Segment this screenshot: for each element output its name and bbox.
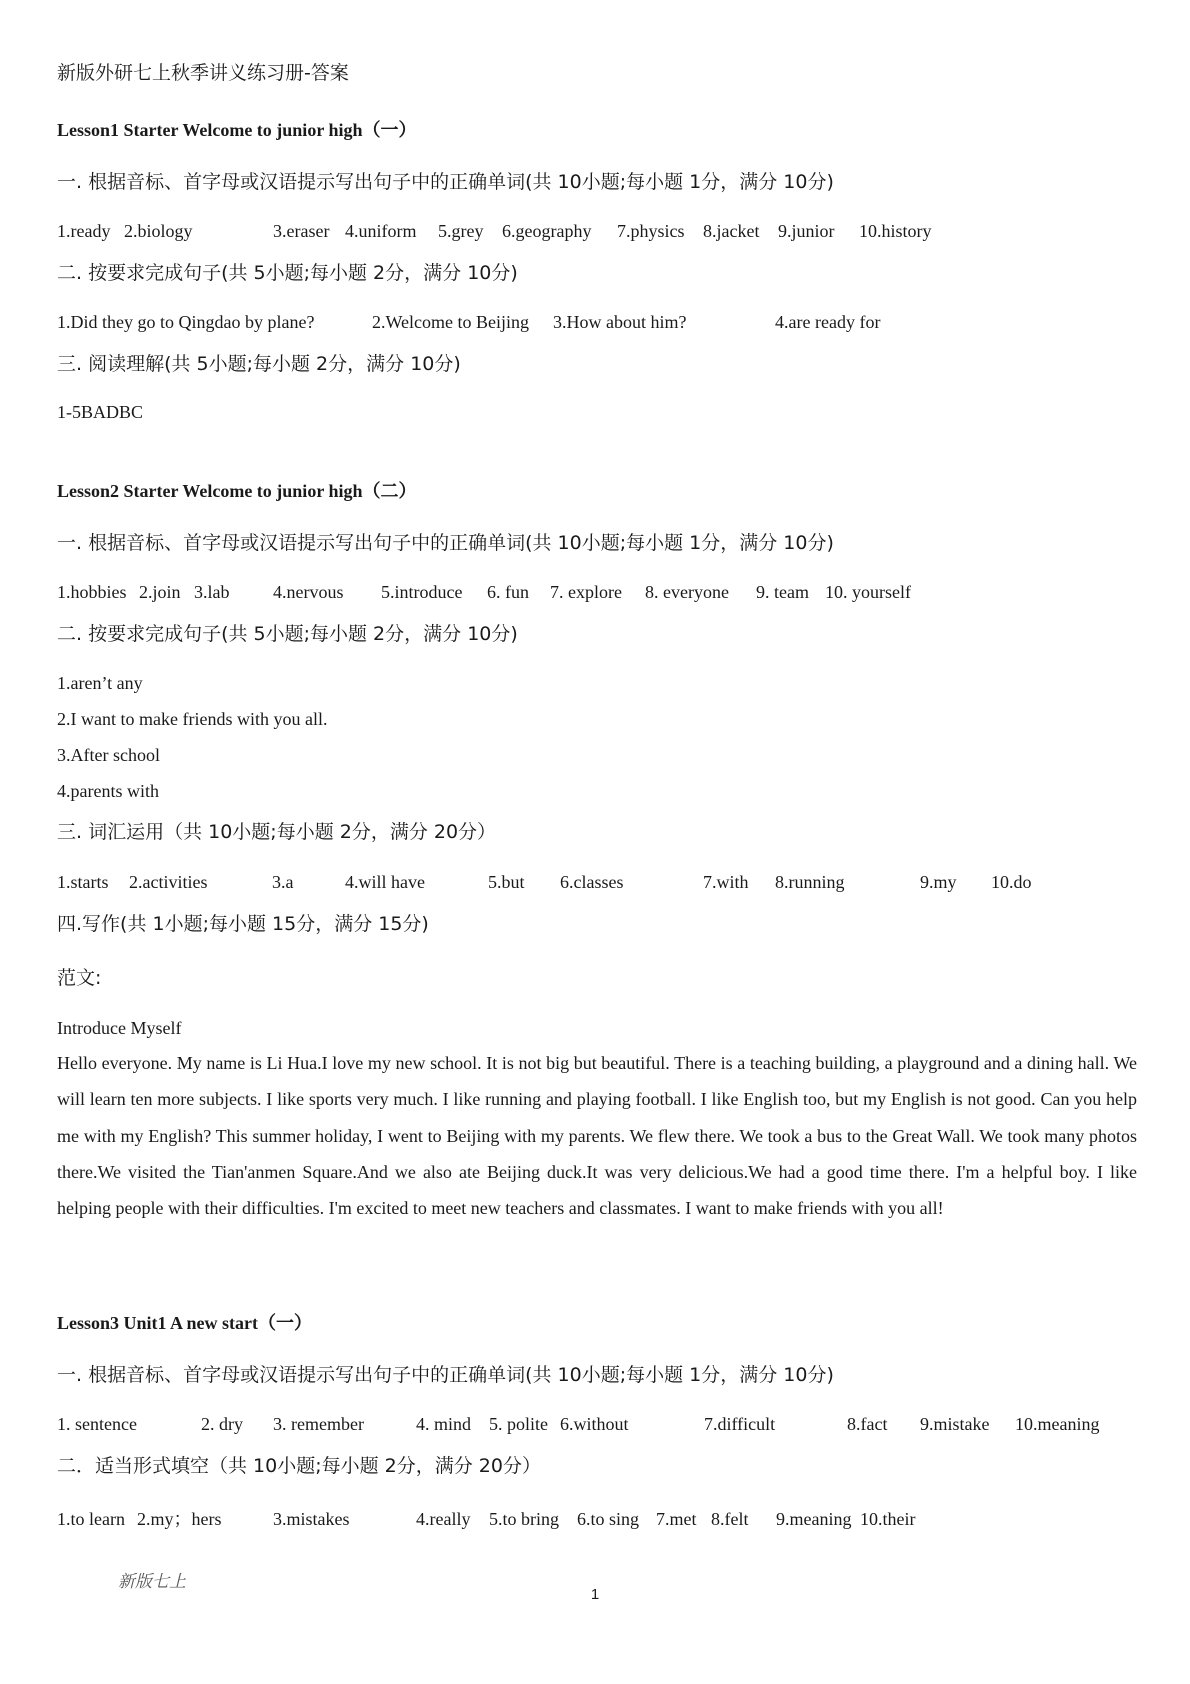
answer-item: 4.uniform [345,221,417,241]
answer-item: 6.geography [502,221,592,241]
answer-item: 10. yourself [825,582,911,602]
lesson2-section2-answer-1: 1.aren’t any [57,673,143,693]
answer-item: 5.to bring [489,1509,559,1529]
answer-item: 8.running [775,872,845,892]
answer-item: 10.history [859,221,932,241]
answer-item: 6. fun [487,582,529,602]
answer-item: 3.a [272,872,294,892]
answer-item: 1.hobbies [57,582,127,602]
answer-item: 2.join [139,582,181,602]
answer-item: 10.do [991,872,1032,892]
answer-item: 3.mistakes [273,1509,350,1529]
answer-item: 6.classes [560,872,624,892]
lesson1-section3-answers: 1-5BADBC [57,402,144,422]
answer-item: 7.physics [617,221,685,241]
answer-item: 3. remember [273,1414,364,1434]
lesson1-title: Lesson1 Starter Welcome to junior high（一） [57,120,417,140]
lesson2-section2-answer-3: 3.After school [57,745,160,765]
answer-item: 8. everyone [645,582,729,602]
answer-item: 8.felt [711,1509,749,1529]
lesson2-section1-heading: 一. 根据音标、首字母或汉语提示写出句子中的正确单词(共 10小题;每小题 1分，满分 10分) [57,532,834,554]
answer-item: 9.meaning [776,1509,852,1529]
lesson1-section3-heading: 三. 阅读理解(共 5小题;每小题 2分，满分 10分) [57,353,461,375]
answer-item: 3.lab [194,582,230,602]
answer-item: 5.grey [438,221,484,241]
lesson2-section2-answer-4: 4.parents with [57,781,159,801]
page-number: 1 [590,1586,600,1603]
answer-item: 2.biology [124,221,193,241]
answer-item: 2.Welcome to Beijing [372,312,530,332]
answer-item: 2.my；hers [137,1509,222,1529]
answer-item: 4. mind [416,1414,472,1434]
lesson2-section1-answers [57,583,1137,603]
answer-item: 7.difficult [704,1414,776,1434]
answer-item: 4.really [416,1509,471,1529]
answer-item: 7.met [656,1509,697,1529]
model-essay-text: Hello everyone. My name is Li Hua.I love my new school. It is not big but beautiful. There is a teaching building, a playground and a dining hall. We will learn ten more subjects. I like sports very much. I like running and playing football. I like English too, but my English is not good. Can you help me with my English? This summer holiday, I went to Beijing with my parents. We flew there. We took a bus to the Great Wall. We took many photos there.We visited the Tian'anmen Square.And we also ate Beijing duck.It was very delicious.We had a good time there. I'm a helpful boy. I like helping people with their difficulties. I'm excited to meet new teachers and classmates. I want to make friends with you all! [57,1053,1137,1219]
answer-item: 7.with [703,872,749,892]
answer-item: 5.but [488,872,525,892]
lesson3-section1-answers [57,1415,1137,1435]
lesson1-section2-heading: 二. 按要求完成句子(共 5小题;每小题 2分，满分 10分) [57,262,518,284]
answer-item: 7. explore [550,582,622,602]
lesson3-title: Lesson3 Unit1 A new start（一） [57,1313,313,1333]
answer-item: 5. polite [489,1414,548,1434]
answer-item: 4.nervous [273,582,344,602]
answer-item: 1.starts [57,872,109,892]
answer-item: 1.to learn [57,1509,125,1529]
lesson3-section2-heading: 二．适当形式填空（共 10小题;每小题 2分，满分 20分） [57,1455,541,1477]
footer-note: 新版七上 [118,1572,186,1592]
answer-item: 9. team [756,582,809,602]
answer-item: 10.their [860,1509,916,1529]
lesson2-section4-heading: 四.写作(共 1小题;每小题 15分，满分 15分) [57,913,429,935]
lesson3-section1-heading: 一. 根据音标、首字母或汉语提示写出句子中的正确单词(共 10小题;每小题 1分，满分 10分) [57,1364,834,1386]
answer-item: 1.Did they go to Qingdao by plane? [57,312,315,332]
lesson2-title: Lesson2 Starter Welcome to junior high（二） [57,481,417,501]
answer-item: 2. dry [201,1414,243,1434]
answer-item: 10.meaning [1015,1414,1100,1434]
answer-item: 4.will have [345,872,425,892]
answer-item: 3.How about him? [553,312,687,332]
answer-item: 1. sentence [57,1414,137,1434]
essay-title: Introduce Myself [57,1018,182,1038]
lesson2-section2-heading: 二. 按要求完成句子(共 5小题;每小题 2分，满分 10分) [57,623,518,645]
answer-item: 1.ready [57,221,111,241]
answer-item: 2.activities [129,872,208,892]
answer-item: 9.my [920,872,957,892]
lesson2-section2-answer-2: 2.I want to make friends with you all. [57,709,328,729]
answer-item: 8.fact [847,1414,888,1434]
answer-item: 8.jacket [703,221,760,241]
lesson2-section3-heading: 三. 词汇运用（共 10小题;每小题 2分，满分 20分） [57,821,497,843]
model-essay-label: 范文: [57,967,102,989]
lesson1-section2-answers [57,313,1137,333]
lesson1-section1-answers [57,222,1137,242]
answer-item: 5.introduce [381,582,463,602]
answer-item: 6.without [560,1414,629,1434]
answer-item: 3.eraser [273,221,330,241]
lesson3-section2-answers [57,1510,1137,1530]
answer-item: 9.mistake [920,1414,990,1434]
answer-item: 6.to sing [577,1509,640,1529]
document-title: 新版外研七上秋季讲义练习册-答案 [57,62,349,84]
lesson2-section3-answers [57,873,1137,893]
answer-item: 9.junior [778,221,835,241]
lesson1-section1-heading: 一. 根据音标、首字母或汉语提示写出句子中的正确单词(共 10小题;每小题 1分，满分 10分) [57,171,834,193]
answer-item: 4.are ready for [775,312,881,332]
